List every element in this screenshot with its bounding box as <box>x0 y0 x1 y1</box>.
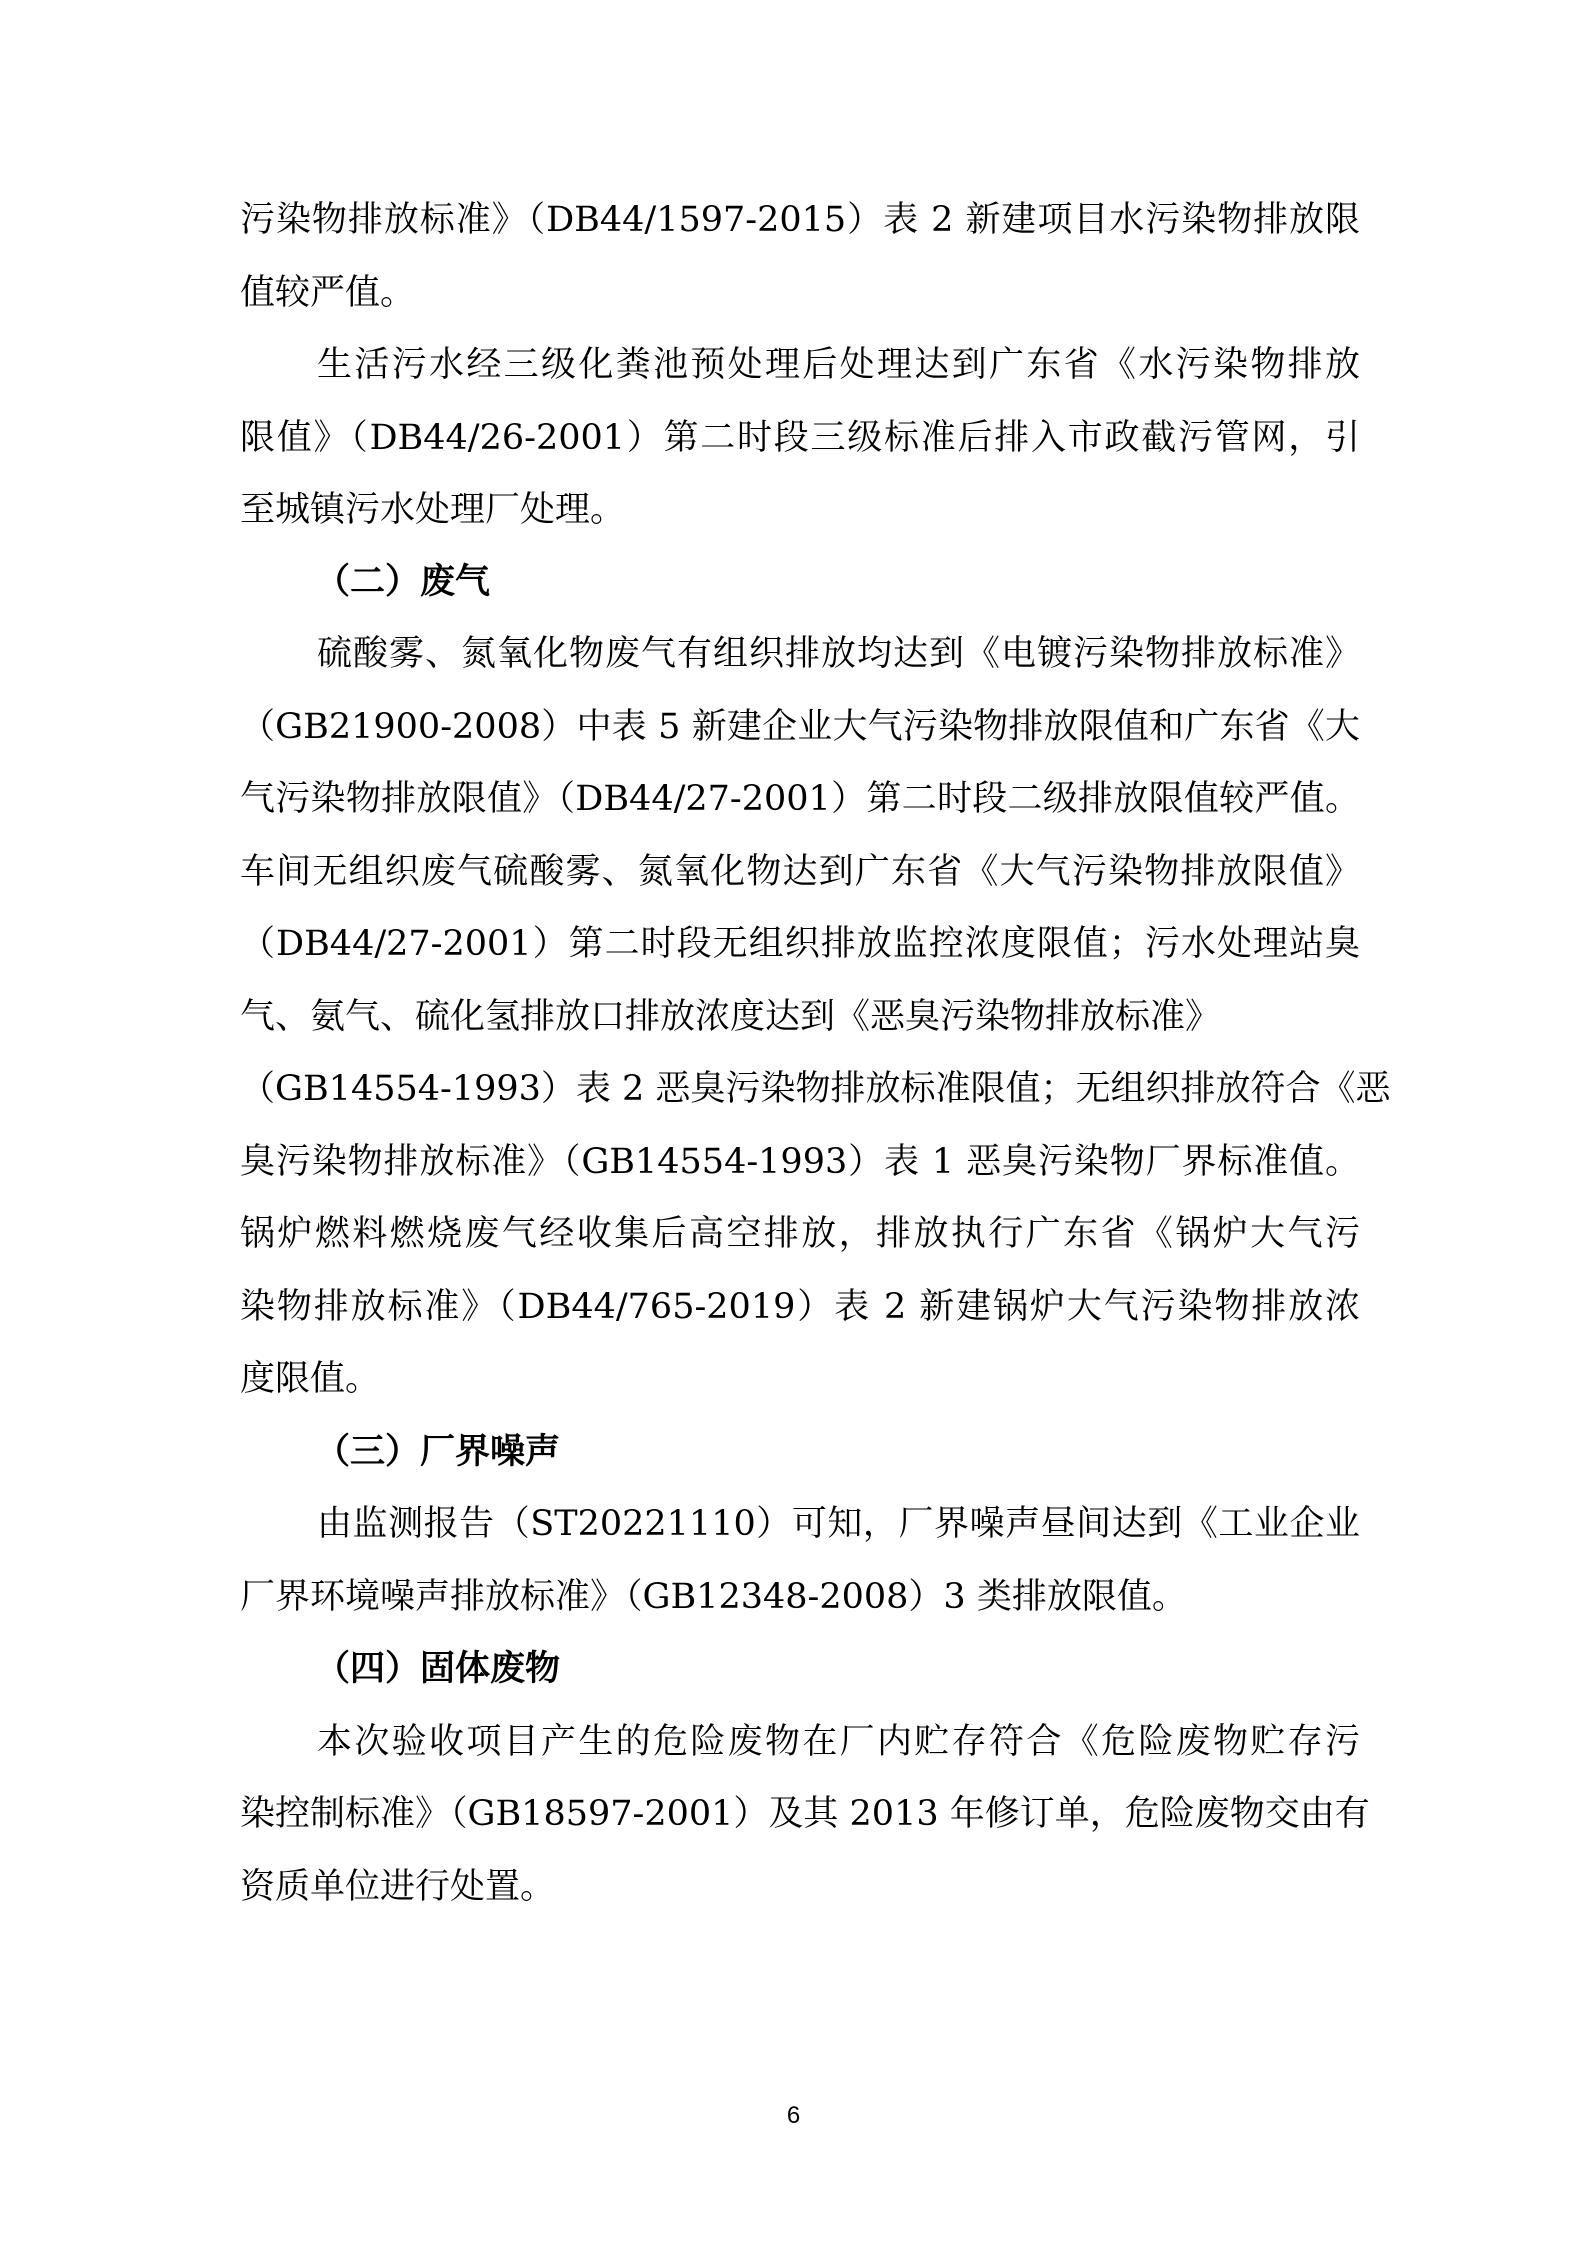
paragraph-line: 由监测报告（ST20221110）可知，厂界噪声昼间达到《工业企业 <box>317 1504 1360 1544</box>
paragraph-line: 值较严值。 <box>240 273 416 313</box>
paragraph-line: （DB44/27-2001）第二时段无组织排放监控浓度限值；污水处理站臭 <box>240 924 1360 964</box>
paragraph-line: 气、氨气、硫化氢排放口排放浓度达到《恶臭污染物排放标准》 <box>240 997 1221 1037</box>
paragraph-line: 车间无组织废气硫酸雾、氮氧化物达到广东省《大气污染物排放限值》 <box>240 852 1360 892</box>
paragraph-line: 染物排放标准》（DB44/765-2019）表 2 新建锅炉大气污染物排放浓 <box>240 1287 1360 1327</box>
paragraph-line: 气污染物排放限值》（DB44/27-2001）第二时段二级排放限值较严值。 <box>240 779 1360 819</box>
paragraph-line: （GB21900-2008）中表 5 新建企业大气污染物排放限值和广东省《大 <box>240 707 1360 747</box>
paragraph-line: 生活污水经三级化粪池预处理后处理达到广东省《水污染物排放 <box>317 345 1360 385</box>
paragraph-line: 污染物排放标准》（DB44/1597-2015）表 2 新建项目水污染物排放限 <box>240 200 1360 240</box>
paragraph-line: 臭污染物排放标准》（GB14554-1993）表 1 恶臭污染物厂界标准值。 <box>240 1142 1360 1182</box>
page-number: 6 <box>786 2102 801 2129</box>
paragraph-line: 硫酸雾、氮氧化物废气有组织排放均达到《电镀污染物排放标准》 <box>317 634 1360 674</box>
section-heading: （三）厂界噪声 <box>315 1431 561 1472</box>
paragraph-line: 锅炉燃料燃烧废气经收集后高空排放，排放执行广东省《锅炉大气污 <box>240 1214 1360 1254</box>
paragraph-line: 厂界环境噪声排放标准》（GB12348-2008）3 类排放限值。 <box>240 1577 1187 1617</box>
paragraph-line: 染控制标准》（GB18597-2001）及其 2013 年修订单，危险废物交由有 <box>240 1794 1370 1834</box>
paragraph-line: （GB14554-1993）表 2 恶臭污染物排放标准限值；无组织排放符合《恶 <box>240 1069 1391 1109</box>
section-heading: （四）固体废物 <box>315 1648 561 1689</box>
paragraph-line: 资质单位进行处置。 <box>240 1867 556 1907</box>
section-heading: （二）废气 <box>315 561 491 602</box>
paragraph-line: 至城镇污水处理厂处理。 <box>240 490 626 530</box>
paragraph-line: 限值》（DB44/26-2001）第二时段三级标准后排入市政截污管网，引 <box>240 418 1360 458</box>
paragraph-line: 度限值。 <box>240 1359 381 1399</box>
paragraph-line: 本次验收项目产生的危险废物在厂内贮存符合《危险废物贮存污 <box>317 1722 1360 1762</box>
